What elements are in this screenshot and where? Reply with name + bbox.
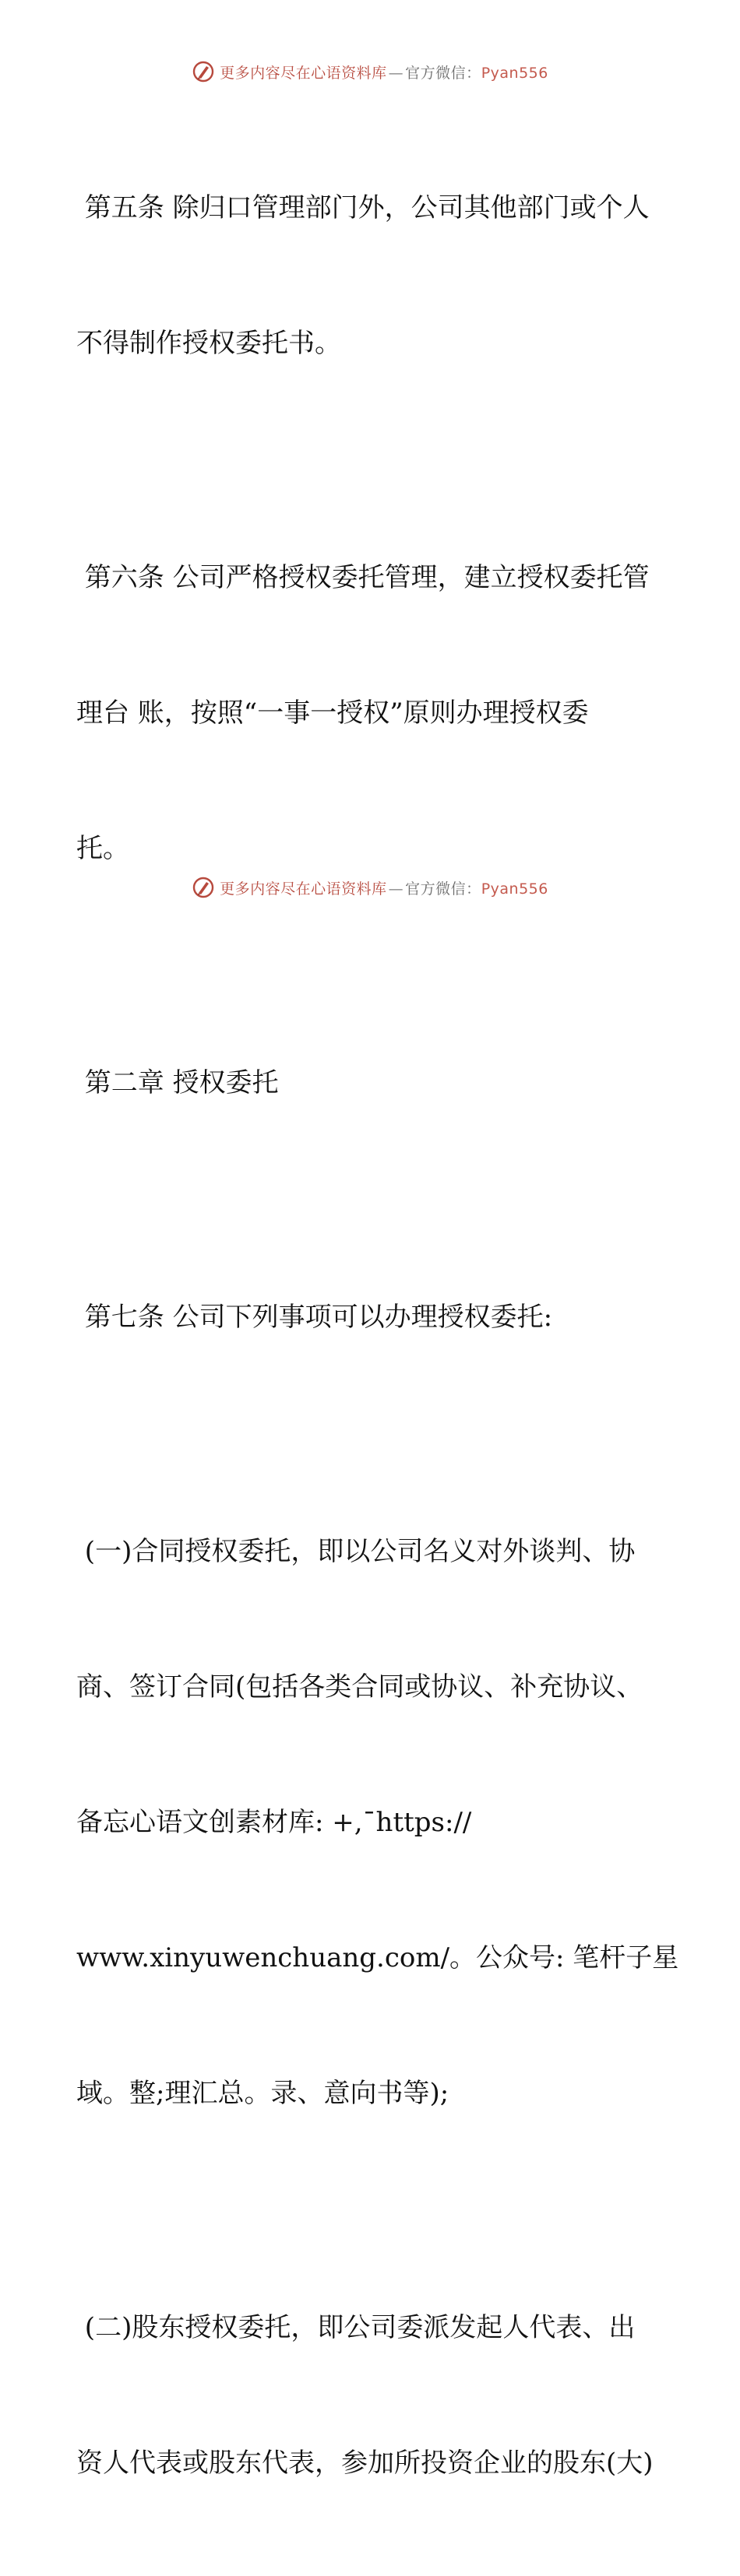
watermark-main: 更多内容尽在心语资料库 [220,64,387,82]
watermark-id: Pyan556 [481,64,548,82]
watermark-id: Pyan556 [481,880,548,898]
article-5 [76,95,668,456]
article-7 [76,1204,668,1430]
text-line: 商、签订合同(包括各类合同或协议、补充协议、 [76,1671,643,1703]
watermark-official: 官方微信： [405,64,481,82]
text-line: 第七条 公司下列事项可以办理授权委托: [76,1302,553,1333]
text-line: 第二章 授权委托 [76,1067,279,1098]
text-line: 资人代表或股东代表，参加所投资企业的股东(大) [76,2448,654,2479]
watermark-text [220,62,548,83]
item-2-shareholder [76,2215,668,2576]
text-line: (二)股东授权委托，即公司委派发起人代表、出 [76,2312,636,2343]
text-line: 备忘心语文创素材库: +,¯https:// [76,1807,472,1838]
text-line: 理台 账，按照“一事一授权”原则办理授权委 [76,698,589,729]
text-line: 托。 [76,833,129,864]
chapter-2-heading [76,970,668,1196]
footer-watermark [0,872,740,903]
pen-logo-icon [192,876,215,899]
text-line: 第六条 公司严格授权委托管理，建立授权委托管 [76,562,650,593]
watermark-main: 更多内容尽在心语资料库 [220,880,387,898]
watermark-text [220,877,548,898]
item-1-contract [76,1439,679,2206]
watermark-dash: — [388,880,404,898]
document-body [76,95,679,2576]
text-line: (一)合同授权委托，即以公司名义对外谈判、协 [76,1536,636,1567]
watermark-dash: — [388,64,404,82]
text-line: 第五条 除归口管理部门外，公司其他部门或个人 [76,192,650,223]
header-watermark [0,56,740,87]
text-line: www.xinyuwenchuang.com/。公众号: 笔杆子星 [76,1942,679,1973]
text-line: 不得制作授权委托书。 [76,328,341,359]
pen-logo-icon [192,60,215,83]
text-line: 域。整;理汇总。录、意向书等); [76,2078,449,2109]
watermark-official: 官方微信： [405,880,481,898]
